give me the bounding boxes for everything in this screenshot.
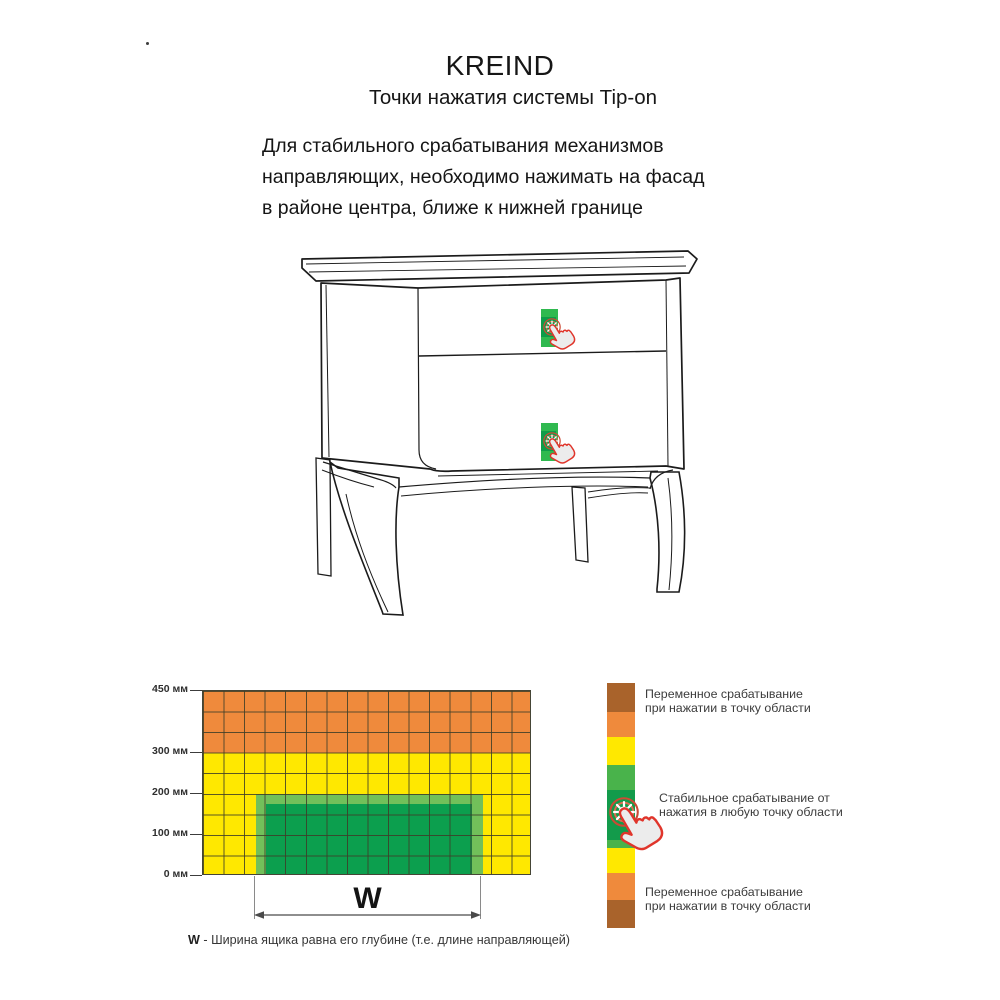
back-right-leg [572, 487, 588, 562]
nightstand-top [302, 251, 697, 281]
legend-tap-icon [596, 776, 688, 868]
intro-line: направляющих, необходимо нажимать на фасад [262, 166, 705, 188]
legend-seg-orange [607, 712, 635, 737]
back-left-leg [316, 458, 331, 576]
diagram-caption [188, 933, 570, 947]
tick-mark [190, 793, 202, 794]
legend-item-variable-bottom [645, 886, 811, 913]
tick-label-300: 300 мм [152, 745, 188, 757]
legend-line: нажатия в любую точку области [659, 804, 843, 819]
corner-dot [146, 42, 149, 45]
tick-label-450: 450 мм [152, 683, 188, 695]
intro-paragraph [262, 131, 705, 224]
tick-mark [190, 690, 202, 691]
top-outline [302, 251, 697, 281]
legend-seg-yellow [607, 737, 635, 765]
nightstand-legs [316, 458, 685, 615]
legend-item-stable [659, 792, 843, 819]
tick-mark [190, 834, 202, 835]
tick-label-200: 200 мм [152, 786, 188, 798]
legend-seg-brown [607, 900, 635, 928]
arrowhead-left [254, 911, 264, 918]
legend-seg-orange [607, 873, 635, 900]
nightstand-carcass [321, 278, 684, 471]
legend-item-variable-top [645, 688, 811, 715]
intro-line: в районе центра, ближе к нижней границе [262, 197, 643, 219]
legend-line: Переменное срабатывание [645, 885, 803, 899]
brand-title: KREIND [445, 50, 555, 81]
legend-line: при нажатии в точку области [645, 700, 811, 715]
front-apron-top [399, 477, 650, 487]
tick-mark [190, 875, 202, 876]
width-label: W [353, 882, 382, 915]
tick-label-0: 0 мм [163, 868, 188, 880]
legend-line: Стабильное срабатывание от [659, 791, 830, 805]
legend-line: Переменное срабатывание [645, 687, 803, 701]
base-rail-line [438, 471, 658, 476]
carcass-outline [321, 278, 684, 471]
arrowhead-right [471, 911, 481, 918]
tick-label-100: 100 мм [152, 827, 188, 839]
page-subtitle: Точки нажатия системы Tip-on [368, 86, 658, 109]
intro-line: Для стабильного срабатывания механизмов [262, 135, 664, 157]
caption-symbol: W [188, 933, 200, 947]
tap-hand-icon [609, 797, 666, 856]
front-right-leg [650, 472, 685, 592]
legend-seg-brown [607, 683, 635, 712]
legend-line: при нажатии в точку области [645, 898, 811, 913]
nightstand-illustration [280, 238, 710, 630]
caption-text: - Ширина ящика равна его глубине (т.е. длине направляющей) [199, 933, 570, 947]
tick-mark [190, 752, 202, 753]
grid-lines [203, 691, 530, 874]
zones-grid [202, 690, 531, 875]
right-apron-top [588, 488, 650, 492]
right-apron-bottom [588, 493, 648, 498]
